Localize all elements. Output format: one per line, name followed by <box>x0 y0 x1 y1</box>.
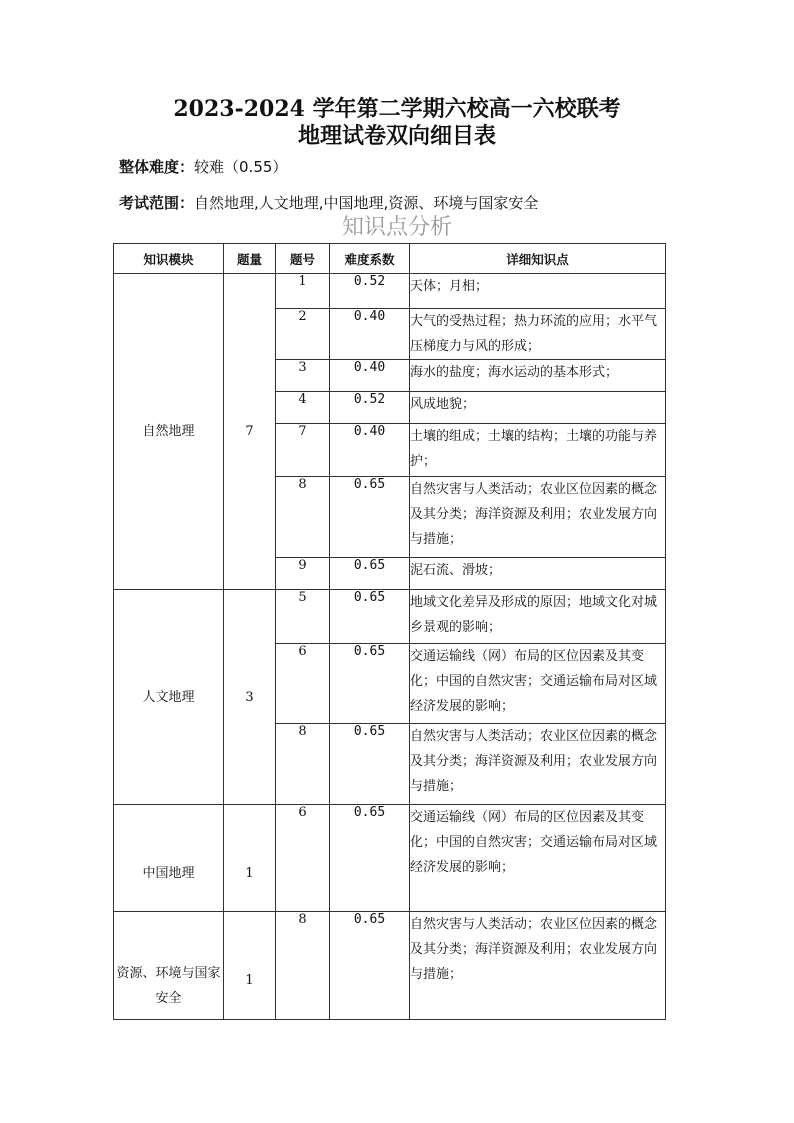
header-difficulty: 难度系数 <box>330 244 410 274</box>
overall-difficulty-value: 较难（0.55） <box>194 158 288 176</box>
header-detail: 详细知识点 <box>410 244 666 274</box>
difficulty-cell: 0.65 <box>330 477 410 558</box>
header-question-no: 题号 <box>276 244 330 274</box>
detail-cell: 自然灾害与人类活动；农业区位因素的概念及其分类；海洋资源及利用；农业发展方向与措施； <box>410 477 666 558</box>
question-no-cell: 3 <box>276 360 330 392</box>
count-cell: 1 <box>224 805 276 912</box>
detail-cell: 大气的受热过程；热力环流的应用；水平气压梯度力与风的形成； <box>410 309 666 360</box>
module-cell: 人文地理 <box>114 590 224 805</box>
overall-difficulty-label: 整体难度： <box>119 158 195 176</box>
header-count: 题量 <box>224 244 276 274</box>
detail-cell: 天体；月相； <box>410 274 666 309</box>
header-module: 知识模块 <box>114 244 224 274</box>
table-row <box>114 274 666 309</box>
difficulty-cell: 0.52 <box>330 274 410 309</box>
document-subtitle: 地理试卷双向细目表 <box>297 123 496 149</box>
count-cell: 3 <box>224 590 276 805</box>
exam-scope <box>119 193 538 213</box>
module-cell: 自然地理 <box>114 274 224 590</box>
question-no-cell: 9 <box>276 558 330 590</box>
table-header-row <box>114 244 666 274</box>
exam-scope-value: 自然地理,人文地理,中国地理,资源、环境与国家安全 <box>194 194 539 212</box>
detail-cell: 交通运输线（网）布局的区位因素及其变化；中国的自然灾害；交通运输布局对区域经济发展的影响； <box>410 805 666 912</box>
overall-difficulty <box>119 157 287 177</box>
count-cell: 1 <box>224 912 276 1020</box>
detail-cell: 泥石流、滑坡； <box>410 558 666 590</box>
detail-cell: 自然灾害与人类活动；农业区位因素的概念及其分类；海洋资源及利用；农业发展方向与措施； <box>410 912 666 1020</box>
difficulty-cell: 0.65 <box>330 912 410 1020</box>
detail-cell: 风成地貌； <box>410 392 666 424</box>
exam-scope-label: 考试范围： <box>119 194 195 212</box>
section-heading: 知识点分析 <box>341 215 452 240</box>
knowledge-point-table <box>113 243 666 1020</box>
module-cell: 资源、环境与国家安全 <box>114 912 224 1020</box>
count-cell: 7 <box>224 274 276 590</box>
document-title: 2023-2024 学年第二学期六校高一六校联考 <box>173 96 621 122</box>
question-no-cell: 1 <box>276 274 330 309</box>
detail-cell: 交通运输线（网）布局的区位因素及其变化；中国的自然灾害；交通运输布局对区域经济发展的影响； <box>410 644 666 724</box>
question-no-cell: 2 <box>276 309 330 360</box>
question-no-cell: 8 <box>276 912 330 1020</box>
table-row <box>114 590 666 644</box>
question-no-cell: 8 <box>276 724 330 805</box>
difficulty-cell: 0.65 <box>330 558 410 590</box>
difficulty-cell: 0.65 <box>330 644 410 724</box>
difficulty-cell: 0.40 <box>330 424 410 477</box>
difficulty-cell: 0.52 <box>330 392 410 424</box>
difficulty-cell: 0.40 <box>330 309 410 360</box>
module-cell: 中国地理 <box>114 805 224 912</box>
detail-cell: 海水的盐度；海水运动的基本形式； <box>410 360 666 392</box>
question-no-cell: 4 <box>276 392 330 424</box>
difficulty-cell: 0.40 <box>330 360 410 392</box>
question-no-cell: 5 <box>276 590 330 644</box>
detail-cell: 土壤的组成；土壤的结构；土壤的功能与养护； <box>410 424 666 477</box>
detail-cell: 自然灾害与人类活动；农业区位因素的概念及其分类；海洋资源及利用；农业发展方向与措施； <box>410 724 666 805</box>
difficulty-cell: 0.65 <box>330 805 410 912</box>
question-no-cell: 6 <box>276 805 330 912</box>
table-row <box>114 805 666 912</box>
difficulty-cell: 0.65 <box>330 724 410 805</box>
question-no-cell: 7 <box>276 424 330 477</box>
question-no-cell: 6 <box>276 644 330 724</box>
detail-cell: 地域文化差异及形成的原因；地域文化对城乡景观的影响； <box>410 590 666 644</box>
question-no-cell: 8 <box>276 477 330 558</box>
difficulty-cell: 0.65 <box>330 590 410 644</box>
table-row <box>114 912 666 1020</box>
